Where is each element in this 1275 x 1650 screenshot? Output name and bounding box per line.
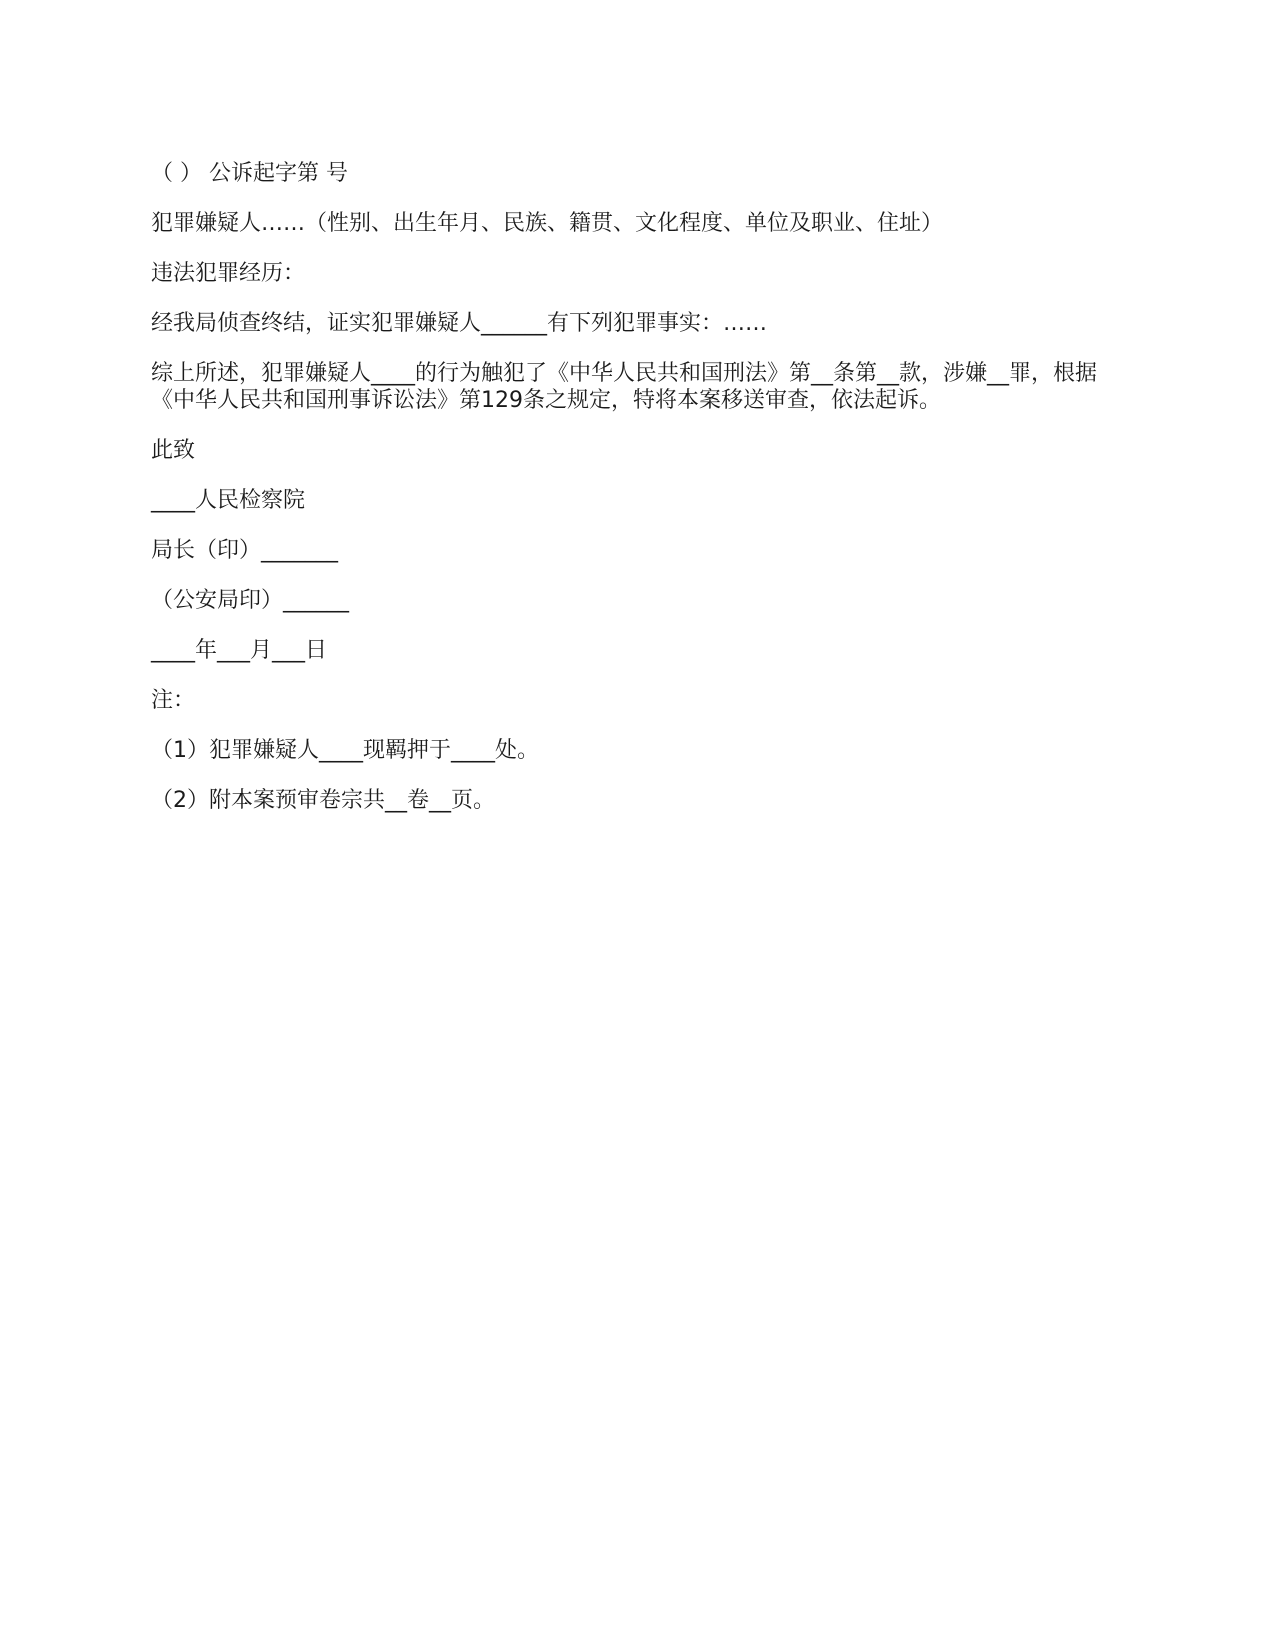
date-line: ____年___月___日 [151,638,328,663]
note-item-2: （2）附本案预审卷宗共__卷__页。 [151,788,495,813]
salutation-line: 此致 [151,438,196,463]
director-signature-line: 局长（印）_______ [151,538,339,563]
investigation-facts-line: 经我局侦查终结，证实犯罪嫌疑人______有下列犯罪事实：…… [151,311,768,336]
suspect-info-line: 犯罪嫌疑人……（性别、出生年月、民族、籍贯、文化程度、单位及职业、住址） [151,211,944,236]
notes-heading: 注： [151,688,196,713]
conclusion-paragraph: 综上所述，犯罪嫌疑人____的行为触犯了《中华人民共和国刑法》第__条第__款，涉嫌__罪，根据《中华人民共和国刑事诉讼法》第129条之规定，特将本案移送审查，依法起诉。 [151,361,1098,413]
case-number-line: （ ） 公诉起字第 号 [151,161,348,186]
recipient-line: ____人民检察院 [151,488,306,513]
note-item-1: （1）犯罪嫌疑人____现羁押于____处。 [151,738,539,763]
criminal-history-line: 违法犯罪经历： [151,261,306,286]
document-body [151,160,1116,837]
bureau-seal-line: （公安局印）______ [151,588,350,613]
